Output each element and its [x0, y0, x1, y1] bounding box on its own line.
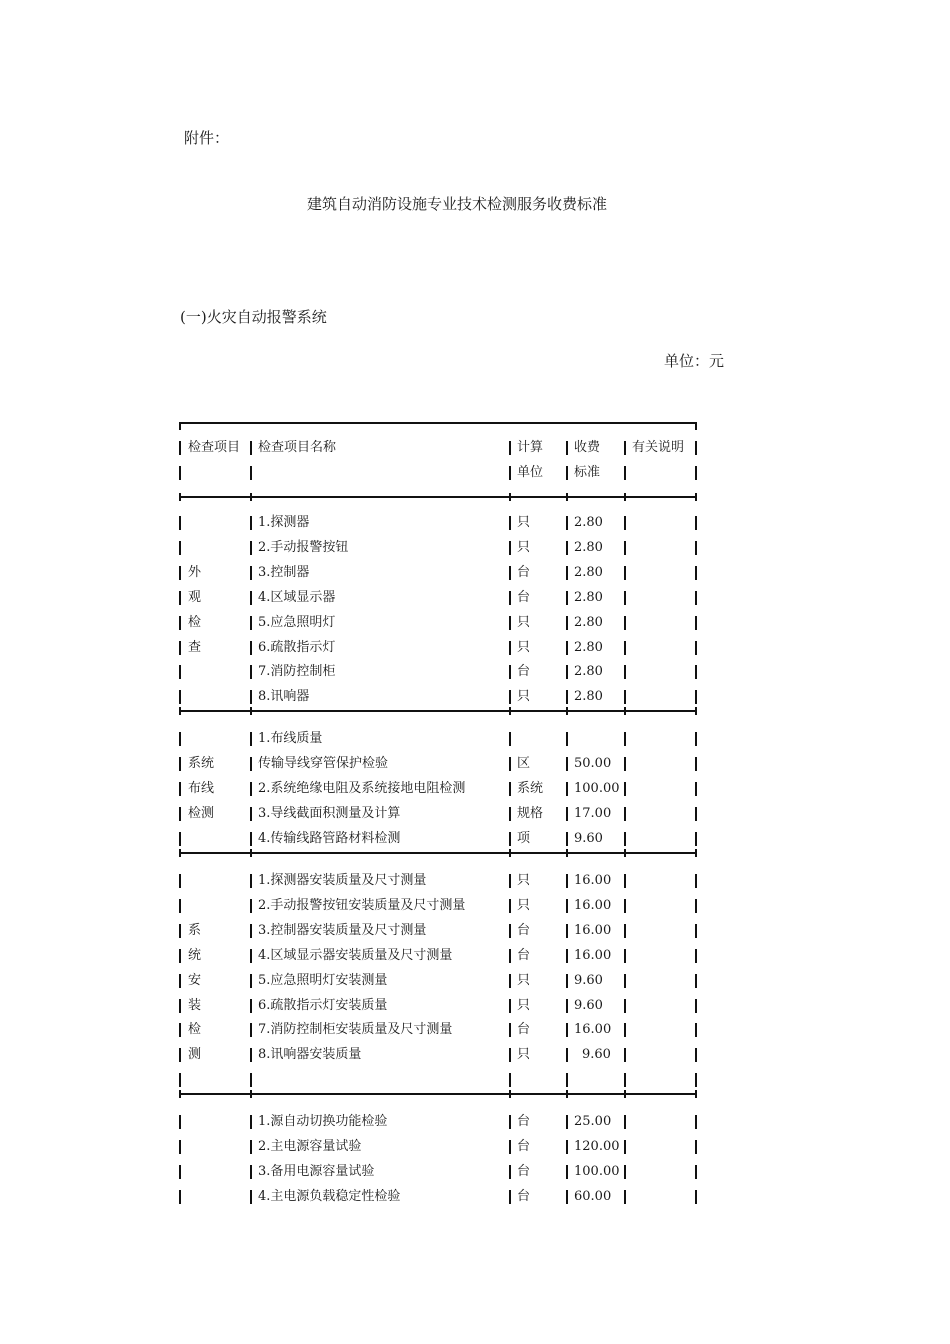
column-separator [250, 690, 252, 704]
row-divider-tick [509, 493, 511, 501]
column-separator [509, 516, 511, 530]
column-separator [624, 641, 626, 655]
row-divider-tick [624, 493, 626, 501]
column-separator [695, 516, 697, 530]
column-separator [695, 899, 697, 913]
column-separator [509, 899, 511, 913]
column-separator [509, 1023, 511, 1037]
item-name: 5.应急照明灯 [258, 615, 336, 630]
column-separator [250, 899, 252, 913]
column-separator [509, 949, 511, 963]
column-separator [695, 924, 697, 938]
column-separator [179, 641, 181, 655]
item-name: 3.导线截面积测量及计算 [258, 806, 401, 821]
column-separator [566, 1115, 568, 1129]
item-name: 4.区域显示器安装质量及尺寸测量 [258, 948, 453, 963]
column-separator [566, 516, 568, 530]
group-label: 装 [188, 998, 202, 1013]
column-separator [695, 782, 697, 796]
item-name: 4.主电源负载稳定性检验 [258, 1189, 401, 1204]
column-separator [509, 807, 511, 821]
column-separator [624, 807, 626, 821]
item-fee: 100.00 [574, 781, 620, 796]
column-separator [509, 1073, 511, 1087]
table-corner [179, 422, 181, 430]
column-separator [250, 591, 252, 605]
column-separator [250, 441, 252, 455]
column-separator [250, 1073, 252, 1087]
column-separator [695, 641, 697, 655]
group-label: 查 [188, 640, 202, 655]
item-fee: 16.00 [574, 1022, 612, 1037]
item-name: 2.系统绝缘电阻及系统接地电阻检测 [258, 781, 466, 796]
item-name: 8.讯响器 [258, 689, 310, 704]
column-separator [250, 782, 252, 796]
column-separator [509, 1165, 511, 1179]
column-separator [250, 924, 252, 938]
column-separator [624, 999, 626, 1013]
row-divider [179, 852, 697, 854]
row-divider-tick [695, 707, 697, 715]
item-unit: 只 [517, 515, 531, 530]
column-separator [179, 441, 181, 455]
header-unit-line2: 单位 [517, 465, 544, 480]
table-corner [695, 422, 697, 430]
column-separator [566, 832, 568, 846]
column-separator [695, 732, 697, 746]
header-note: 有关说明 [632, 440, 685, 455]
column-separator [695, 949, 697, 963]
row-divider-tick [509, 849, 511, 857]
column-separator [509, 1190, 511, 1204]
column-separator [624, 757, 626, 771]
column-separator [179, 1115, 181, 1129]
column-separator [179, 616, 181, 630]
column-separator [179, 1140, 181, 1154]
item-name: 2.主电源容量试验 [258, 1139, 362, 1154]
column-separator [250, 616, 252, 630]
column-separator [695, 807, 697, 821]
column-separator [695, 1115, 697, 1129]
item-name: 1.探测器 [258, 515, 310, 530]
column-separator [509, 924, 511, 938]
item-name: 1.探测器安装质量及尺寸测量 [258, 873, 427, 888]
column-separator [179, 1073, 181, 1087]
row-divider-tick [509, 707, 511, 715]
column-separator [250, 1115, 252, 1129]
column-separator [179, 757, 181, 771]
column-separator [624, 1073, 626, 1087]
item-fee: 2.80 [574, 565, 603, 580]
column-separator [695, 1190, 697, 1204]
column-separator [624, 1048, 626, 1062]
column-separator [566, 1165, 568, 1179]
item-unit: 只 [517, 615, 531, 630]
item-unit: 只 [517, 540, 531, 555]
column-separator [695, 757, 697, 771]
row-divider-tick [509, 1090, 511, 1098]
column-separator [250, 566, 252, 580]
column-separator [624, 616, 626, 630]
column-separator [509, 665, 511, 679]
column-separator [179, 1023, 181, 1037]
column-separator [566, 665, 568, 679]
column-separator [566, 1073, 568, 1087]
row-divider [179, 496, 697, 498]
column-separator [179, 665, 181, 679]
unit-label: 单位：元 [664, 352, 725, 370]
column-separator [509, 732, 511, 746]
column-separator [566, 974, 568, 988]
item-name: 1.源自动切换功能检验 [258, 1114, 388, 1129]
column-separator [250, 757, 252, 771]
column-separator [695, 541, 697, 555]
item-name: 4.区域显示器 [258, 590, 336, 605]
row-divider-tick [695, 493, 697, 501]
item-unit: 系统 [517, 781, 544, 796]
group-label: 系 [188, 923, 202, 938]
column-separator [250, 949, 252, 963]
row-divider-tick [179, 849, 181, 857]
item-unit: 台 [517, 1189, 531, 1204]
item-fee: 100.00 [574, 1164, 620, 1179]
column-separator [624, 1023, 626, 1037]
column-separator [250, 1023, 252, 1037]
column-separator [509, 1140, 511, 1154]
row-divider-tick [695, 849, 697, 857]
item-name: 1.布线质量 [258, 731, 323, 746]
column-separator [250, 807, 252, 821]
row-divider [179, 1093, 697, 1095]
column-separator [179, 874, 181, 888]
row-divider-tick [695, 1090, 697, 1098]
column-separator [624, 1115, 626, 1129]
item-fee: 25.00 [574, 1114, 612, 1129]
item-name: 3.备用电源容量试验 [258, 1164, 375, 1179]
item-unit: 台 [517, 948, 531, 963]
item-unit: 台 [517, 1139, 531, 1154]
column-separator [179, 516, 181, 530]
column-separator [566, 949, 568, 963]
column-separator [566, 1048, 568, 1062]
item-name: 6.疏散指示灯安装质量 [258, 998, 388, 1013]
group-label: 检 [188, 615, 202, 630]
group-label: 观 [188, 590, 202, 605]
column-separator [624, 732, 626, 746]
column-separator [250, 832, 252, 846]
column-separator [566, 874, 568, 888]
item-fee: 2.80 [574, 590, 603, 605]
column-separator [509, 541, 511, 555]
item-fee: 16.00 [574, 948, 612, 963]
column-separator [566, 924, 568, 938]
column-separator [179, 690, 181, 704]
column-separator [250, 665, 252, 679]
column-separator [179, 832, 181, 846]
group-label: 外 [188, 565, 202, 580]
column-separator [695, 441, 697, 455]
column-separator [695, 1073, 697, 1087]
column-separator [179, 1190, 181, 1204]
column-separator [624, 1165, 626, 1179]
item-unit: 台 [517, 1164, 531, 1179]
item-name: 7.消防控制柜 [258, 664, 336, 679]
item-name: 传输导线穿管保护检验 [258, 756, 389, 771]
item-unit: 只 [517, 1047, 531, 1062]
column-separator [695, 1140, 697, 1154]
column-separator [250, 1190, 252, 1204]
item-unit: 区 [517, 756, 531, 771]
column-separator [695, 616, 697, 630]
row-divider-tick [566, 849, 568, 857]
column-separator [179, 974, 181, 988]
column-separator [566, 616, 568, 630]
section-title: (一)火灾自动报警系统 [180, 308, 327, 326]
column-separator [509, 466, 511, 480]
column-separator [509, 616, 511, 630]
row-divider-tick [624, 707, 626, 715]
document-title: 建筑自动消防设施专业技术检测服务收费标准 [307, 195, 608, 213]
column-separator [509, 757, 511, 771]
column-separator [624, 566, 626, 580]
column-separator [624, 899, 626, 913]
column-separator [566, 541, 568, 555]
item-name: 3.控制器安装质量及尺寸测量 [258, 923, 427, 938]
column-separator [250, 999, 252, 1013]
column-separator [250, 541, 252, 555]
item-fee: 16.00 [574, 898, 612, 913]
column-separator [179, 541, 181, 555]
item-unit: 只 [517, 873, 531, 888]
column-separator [509, 690, 511, 704]
item-fee: 2.80 [574, 540, 603, 555]
column-separator [250, 874, 252, 888]
row-divider-tick [179, 1090, 181, 1098]
column-separator [509, 1115, 511, 1129]
item-fee: 60.00 [574, 1189, 612, 1204]
column-separator [624, 832, 626, 846]
column-separator [179, 732, 181, 746]
item-fee: 2.80 [574, 640, 603, 655]
column-separator [624, 1190, 626, 1204]
group-label: 检 [188, 1022, 202, 1037]
group-label: 系统 [188, 756, 215, 771]
header-name: 检查项目名称 [258, 440, 337, 455]
item-unit: 只 [517, 898, 531, 913]
column-separator [566, 566, 568, 580]
attachment-label: 附件： [184, 129, 230, 147]
item-fee: 16.00 [574, 923, 612, 938]
column-separator [695, 1048, 697, 1062]
item-unit: 只 [517, 640, 531, 655]
item-fee: 2.80 [574, 689, 603, 704]
row-divider [179, 710, 697, 712]
group-label: 布线 [188, 781, 215, 796]
column-separator [179, 999, 181, 1013]
column-separator [509, 874, 511, 888]
column-separator [566, 807, 568, 821]
column-separator [566, 1190, 568, 1204]
column-separator [179, 807, 181, 821]
item-unit: 台 [517, 1114, 531, 1129]
column-separator [695, 591, 697, 605]
row-divider-tick [566, 707, 568, 715]
column-separator [624, 665, 626, 679]
column-separator [179, 591, 181, 605]
item-fee: 2.80 [574, 615, 603, 630]
column-separator [566, 757, 568, 771]
column-separator [509, 1048, 511, 1062]
column-separator [624, 782, 626, 796]
column-separator [566, 690, 568, 704]
column-separator [179, 924, 181, 938]
item-name: 7.消防控制柜安装质量及尺寸测量 [258, 1022, 453, 1037]
column-separator [695, 974, 697, 988]
table-top-border [179, 422, 697, 424]
column-separator [250, 516, 252, 530]
group-label: 统 [188, 948, 202, 963]
column-separator [624, 690, 626, 704]
column-separator [179, 1165, 181, 1179]
column-separator [566, 899, 568, 913]
column-separator [695, 665, 697, 679]
item-unit: 只 [517, 689, 531, 704]
item-name: 4.传输线路管路材料检测 [258, 831, 401, 846]
column-separator [695, 566, 697, 580]
column-separator [695, 1023, 697, 1037]
column-separator [695, 466, 697, 480]
item-unit: 台 [517, 590, 531, 605]
column-separator [509, 832, 511, 846]
item-name: 2.手动报警按钮安装质量及尺寸测量 [258, 898, 466, 913]
column-separator [179, 1048, 181, 1062]
column-separator [624, 441, 626, 455]
row-divider-tick [250, 849, 252, 857]
item-fee: 9.60 [574, 831, 603, 846]
item-fee: 16.00 [574, 873, 612, 888]
item-name: 5.应急照明灯安装测量 [258, 973, 388, 988]
row-divider-tick [624, 849, 626, 857]
item-fee: 2.80 [574, 664, 603, 679]
header-fee-line2: 标准 [574, 465, 601, 480]
column-separator [624, 516, 626, 530]
item-fee: 9.60 [574, 973, 603, 988]
item-name: 6.疏散指示灯 [258, 640, 336, 655]
column-separator [624, 924, 626, 938]
column-separator [566, 732, 568, 746]
row-divider-tick [179, 493, 181, 501]
column-separator [509, 641, 511, 655]
item-fee: 9.60 [574, 998, 603, 1013]
column-separator [624, 1140, 626, 1154]
column-separator [566, 441, 568, 455]
row-divider-tick [250, 1090, 252, 1098]
item-fee: 50.00 [574, 756, 612, 771]
item-name: 8.讯响器安装质量 [258, 1047, 362, 1062]
column-separator [566, 782, 568, 796]
item-unit: 台 [517, 664, 531, 679]
column-separator [624, 974, 626, 988]
column-separator [566, 591, 568, 605]
item-unit: 台 [517, 565, 531, 580]
item-fee: 9.60 [582, 1047, 611, 1062]
column-separator [624, 541, 626, 555]
column-separator [695, 874, 697, 888]
column-separator [509, 999, 511, 1013]
item-unit: 只 [517, 998, 531, 1013]
row-divider-tick [566, 1090, 568, 1098]
column-separator [566, 1023, 568, 1037]
column-separator [566, 641, 568, 655]
column-separator [250, 1048, 252, 1062]
group-label: 测 [188, 1047, 202, 1062]
column-separator [624, 874, 626, 888]
header-unit-line1: 计算 [517, 440, 544, 455]
column-separator [179, 782, 181, 796]
column-separator [250, 1140, 252, 1154]
column-separator [250, 1165, 252, 1179]
column-separator [179, 899, 181, 913]
column-separator [509, 566, 511, 580]
column-separator [624, 591, 626, 605]
item-unit: 台 [517, 923, 531, 938]
column-separator [250, 641, 252, 655]
column-separator [566, 999, 568, 1013]
column-separator [695, 999, 697, 1013]
column-separator [695, 690, 697, 704]
item-name: 3.控制器 [258, 565, 310, 580]
header-item: 检查项目 [188, 440, 241, 455]
column-separator [509, 591, 511, 605]
column-separator [509, 974, 511, 988]
row-divider-tick [566, 493, 568, 501]
item-fee: 120.00 [574, 1139, 620, 1154]
column-separator [509, 782, 511, 796]
column-separator [179, 566, 181, 580]
column-separator [624, 466, 626, 480]
column-separator [695, 832, 697, 846]
header-fee-line1: 收费 [574, 440, 601, 455]
column-separator [250, 974, 252, 988]
column-separator [695, 1165, 697, 1179]
row-divider-tick [250, 493, 252, 501]
row-divider-tick [624, 1090, 626, 1098]
row-divider-tick [250, 707, 252, 715]
item-name: 2.手动报警按钮 [258, 540, 349, 555]
column-separator [179, 949, 181, 963]
column-separator [179, 466, 181, 480]
group-label: 安 [188, 973, 202, 988]
item-fee: 17.00 [574, 806, 612, 821]
column-separator [566, 1140, 568, 1154]
column-separator [509, 441, 511, 455]
column-separator [566, 466, 568, 480]
column-separator [250, 732, 252, 746]
item-unit: 只 [517, 973, 531, 988]
item-unit: 项 [517, 831, 531, 846]
group-label: 检测 [188, 806, 215, 821]
item-fee: 2.80 [574, 515, 603, 530]
column-separator [624, 949, 626, 963]
item-unit: 规格 [517, 806, 544, 821]
row-divider-tick [179, 707, 181, 715]
item-unit: 台 [517, 1022, 531, 1037]
column-separator [250, 466, 252, 480]
